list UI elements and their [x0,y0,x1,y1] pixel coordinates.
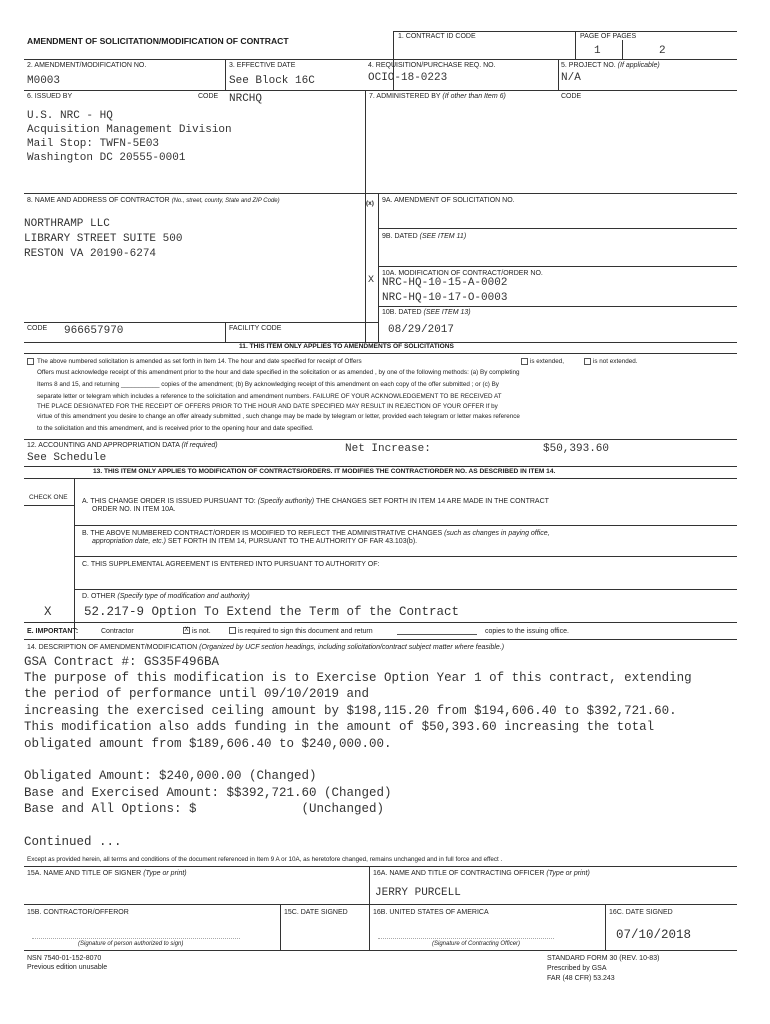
rule-check-one [24,505,74,506]
item13-a-line-1-rest: THE CHANGES SET FORTH IN ITEM 14 ARE MADE IN THE CONTRACT [315,498,549,505]
previous-edition: Previous edition unusable [27,964,108,971]
rule-10b [378,306,737,307]
contractor-line-3: RESTON VA 20190-6274 [24,248,157,260]
standard-form: STANDARD FORM 30 (REV. 10-83) [547,955,660,962]
is-extended-label: is extended, [530,358,564,365]
item11-line-2: Offers must acknowledge receipt of this amendment prior to the hour and date specified in the solicitation or as amended , by one of the following methods: (a) By completing [37,369,520,376]
dated-9b-label-text: 9B. DATED [382,233,418,240]
rule-15b [24,904,737,905]
date-16c-label: 16C. DATE SIGNED [609,909,673,916]
net-increase-label: Net Increase: [345,443,431,455]
dated-10b-label-italic: (SEE ITEM 13) [423,309,471,316]
accounting-value: See Schedule [27,452,107,464]
item13-b-line-1 [82,530,550,537]
rule-13d [24,622,737,623]
item11-heading: 11. THIS ITEM ONLY APPLIES TO AMENDMENTS OF SOLICITATIONS [239,343,454,350]
officer-signature-line[interactable] [378,938,554,939]
is-not-extended-checkbox[interactable] [584,358,591,365]
mod-10a-mark: X [368,275,375,286]
issued-by-code-label: CODE [198,93,219,100]
copies-blank [397,634,477,635]
rule-13a [74,525,737,526]
description-line-8: Obligated Amount: $240,000.00 (Changed) [24,769,317,783]
contractor-signature-caption-text: (Signature of person authorized to sign) [78,941,184,947]
item14-label [27,644,504,651]
copies-label: copies to the issuing office. [485,628,569,635]
description-line-4: increasing the exercised ceiling amount by $198,115.20 from $194,606.40 to $392,721.60. [24,704,677,718]
important-label: E. IMPORTANT: [27,628,79,635]
item13-b-line-2 [92,538,417,545]
accounting-label-text: 12. ACCOUNTING AND APPROPRIATION DATA [27,442,180,449]
dated-10b-value: 08/29/2017 [388,324,455,336]
item13-d-italic: (Specify type of modification and authority) [117,593,250,600]
contractor-signature-line[interactable] [32,938,240,939]
vrule-check [74,478,75,639]
rule-13b2 [74,556,737,557]
signer-15a-label-italic: (Type or print) [143,870,187,877]
rule-13c [74,589,737,590]
item13-d-value: 52.217-9 Option To Extend the Term of the Contract [84,605,460,619]
nsn-number: NSN 7540-01-152-8070 [27,955,102,962]
item13-b-italic-1: (such as changes in paying office, [444,530,550,537]
is-not-checkbox[interactable]: X [184,627,189,633]
usa-16b-label: 16B. UNITED STATES OF AMERICA [373,909,489,916]
contractor-signature-caption [78,941,183,947]
contractor-line-1: NORTHRAMP LLC [24,218,110,230]
contractor-code-label: CODE [27,325,48,332]
project-no-label-italic: (If applicable) [617,62,660,69]
item11-line-4: separate letter or telegram which includes a reference to the solicitation and amendment numbers. FAILURE OF YOUR ACKNOWLEDGEMENT TO BE RECEIVED AT [37,393,502,400]
vrule-9a [378,193,379,342]
terms-footnote: Except as provided herein, all terms and conditions of the document referenced in Item 9 A or 10A, as heretofore changed, remains unchanged and in full force and effect . [27,856,503,863]
item11-checkbox[interactable] [27,358,34,365]
description-line-12: Continued ... [24,835,122,849]
far-reference: FAR (48 CFR) 53.243 [547,975,615,982]
vrule-mid [365,90,366,193]
signer-15a-label [27,870,187,877]
is-extended-checkbox[interactable] [521,358,528,365]
administered-by-label-italic: (If other than Item 6) [442,93,506,100]
important-contractor: Contractor [101,628,134,635]
accounting-label [27,442,218,449]
form-title: AMENDMENT OF SOLICITATION/MODIFICATION OF CONTRACT [27,36,289,46]
rule-10a [378,266,737,267]
administered-code-label: CODE [561,93,582,100]
rule-top [393,31,737,32]
item13-d-line-text: D. OTHER [82,593,116,600]
description-line-2: The purpose of this modification is to Exercise Option Year 1 of this contract, extending [24,671,692,685]
signer-15a-label-text: 15A. NAME AND TITLE OF SIGNER [27,870,142,877]
item13-b-italic-2: appropriation date, etc.) [92,538,166,545]
item13-d-line [82,593,250,600]
effective-date-value: See Block 16C [229,75,315,87]
item13-a-line-1 [82,498,549,505]
is-required-label: is required to sign this document and return [238,628,373,635]
amendment-no-label: 2. AMENDMENT/MODIFICATION NO. [27,62,147,69]
description-line-6: obligated amount from $189,606.40 to $240,000.00. [24,737,392,751]
issued-by-code-value: NRCHQ [229,93,263,105]
x-column-label: (x) [366,200,374,207]
item13-a-line-1-text: A. THIS CHANGE ORDER IS ISSUED PURSUANT TO: [82,498,256,505]
contractor-15b-label: 15B. CONTRACTOR/OFFEROR [27,909,129,916]
facility-code-label: FACILITY CODE [229,325,282,332]
vrule-x [365,193,366,342]
dated-9b-label-italic: (SEE ITEM 11) [419,233,467,240]
item11-line-3: Items 8 and 15, and returning ___________ copies of the amendment; (b) By acknowledging receipt of this amendment on each copy of the offer submitted ; or (c) By [37,381,499,388]
contractor-label-italic: (No., street, county, State and ZIP Code) [171,198,280,204]
requisition-label: 4. REQUISITION/PURCHASE REQ. NO. [368,62,496,69]
vrule-row2-a [225,59,226,90]
issuer-line-3: Mail Stop: TWFN-5E03 [27,138,160,150]
item11-line-6: virtue of this amendment you desire to change an offer already submitted , such change may be made by telegram or letter, provided each telegram or letter makes reference [37,413,520,420]
accounting-label-italic: (If required) [181,442,218,449]
item13-b-line-1-text: B. THE ABOVE NUMBERED CONTRACT/ORDER IS MODIFIED TO REFLECT THE ADMINISTRATIVE CHANGES [82,530,443,537]
rule-12 [24,439,737,440]
vrule-16c [605,904,606,950]
description-line-3: the period of performance until 09/10/2019 and [24,687,370,701]
rule-important [24,639,737,640]
contractor-code-value: 966657970 [64,325,124,337]
item13-c-line: C. THIS SUPPLEMENTAL AGREEMENT IS ENTERED INTO PURSUANT TO AUTHORITY OF: [82,561,380,568]
officer-signature-caption-text: (Signature of Contracting Officer) [432,941,521,947]
issuer-line-2: Acquisition Management Division [27,124,232,136]
amendment-9a-label: 9A. AMENDMENT OF SOLICITATION NO. [382,197,515,204]
officer-16a-label-italic: (Type or print) [546,870,590,877]
vrule-page [575,31,576,59]
prescribed-by: Prescribed by GSA [547,965,607,972]
item11-line-1: The above numbered solicitation is amended as set forth in Item 14. The hour and date specified for receipt of Offers [37,358,362,365]
project-no-label [561,62,660,69]
mod-10a-label: 10A. MODIFICATION OF CONTRACT/ORDER NO. [382,270,543,277]
net-increase-value: $50,393.60 [543,443,610,455]
page-number: 1 [594,45,601,57]
amendment-no-value: M0003 [27,75,61,87]
officer-signature-caption [432,941,520,947]
rule-13b [24,478,737,479]
rule-bottom [24,950,737,951]
rule-9b [378,228,737,229]
dated-10b-label [382,309,471,316]
vrule-page-mid [622,40,623,59]
check-one-label: CHECK ONE [29,494,68,501]
description-line-10: Base and All Options: $ (Unchanged) [24,802,385,816]
is-not-label: is not. [192,628,211,635]
contract-id-label: 1. CONTRACT ID CODE [398,33,476,40]
mod-10a-line-1: NRC-HQ-10-15-A-0002 [382,277,508,289]
dated-10b-label-text: 10B. DATED [382,309,422,316]
rule-code [24,322,378,323]
item13-heading: 13. THIS ITEM ONLY APPLIES TO MODIFICATION OF CONTRACTS/ORDERS. IT MODIFIES THE CONTRACT/ORDER NO. AS DESCRIBED IN ITEM 14. [93,468,556,475]
date-15c-label: 15C. DATE SIGNED [284,909,348,916]
rule-11b [24,353,737,354]
issuer-line-4: Washington DC 20555-0001 [27,152,186,164]
description-line-1: GSA Contract #: GS35F496BA [24,655,220,669]
is-not-extended-label: is not extended. [593,358,638,365]
requisition-value: OCIO-18-0223 [368,72,448,84]
total-pages: 2 [659,45,666,57]
administered-by-label [369,93,506,100]
item13-d-mark: X [44,605,52,619]
is-required-checkbox[interactable] [229,627,236,634]
effective-date-label: 3. EFFECTIVE DATE [229,62,296,69]
issuer-line-1: U.S. NRC - HQ [27,110,113,122]
rule-row8 [24,193,737,194]
vrule-15c [280,904,281,950]
issued-by-label: 6. ISSUED BY [27,93,73,100]
rule-row6 [24,90,737,91]
page-of-pages-label: PAGE OF PAGES [580,33,637,40]
item13-a-line-2: ORDER NO. IN ITEM 10A. [92,506,176,513]
mod-10a-line-2: NRC-HQ-10-17-O-0003 [382,292,508,304]
vrule-row2-b [558,59,559,90]
rule-footnote [24,866,737,867]
vrule-facility [225,322,226,342]
contractor-label-text: 8. NAME AND ADDRESS OF CONTRACTOR [27,197,170,204]
contractor-line-2: LIBRARY STREET SUITE 500 [24,233,183,245]
contractor-label [27,197,280,204]
rule-row2 [24,59,737,60]
project-no-value: N/A [561,72,581,84]
officer-16a-value: JERRY PURCELL [375,887,461,899]
item13-b-line-2-rest: SET FORTH IN ITEM 14, PURSUANT TO THE AUTHORITY OF FAR 43.103(b). [167,538,418,545]
date-16c-value: 07/10/2018 [616,928,692,942]
officer-16a-label-text: 16A. NAME AND TITLE OF CONTRACTING OFFICER [373,870,545,877]
item11-line-7: to the solicitation and this amendment, and is received prior to the opening hour and date specified. [37,425,314,432]
vrule-16b [369,866,370,950]
project-no-label-text: 5. PROJECT NO. [561,62,616,69]
officer-16a-label [373,870,590,877]
rule-13 [24,466,737,467]
description-line-5: This modification also adds funding in the amount of $50,393.60 increasing the total [24,720,655,734]
dated-9b-label [382,233,466,240]
description-line-9: Base and Exercised Amount: $$392,721.60 (Changed) [24,786,392,800]
item14-label-italic: (Organized by UCF section headings, including solicitation/contract subject matter where feasible.) [199,644,505,651]
item14-label-text: 14. DESCRIPTION OF AMENDMENT/MODIFICATION [27,644,198,651]
administered-by-label-text: 7. ADMINISTERED BY [369,93,441,100]
item11-line-5: THE PLACE DESIGNATED FOR THE RECEIPT OF OFFERS PRIOR TO THE HOUR AND DATE SPECIFIED MAY RESULT IN REJECTION OF YOUR OFFER If by [37,403,498,410]
item13-a-italic: (Specify authority) [257,498,315,505]
